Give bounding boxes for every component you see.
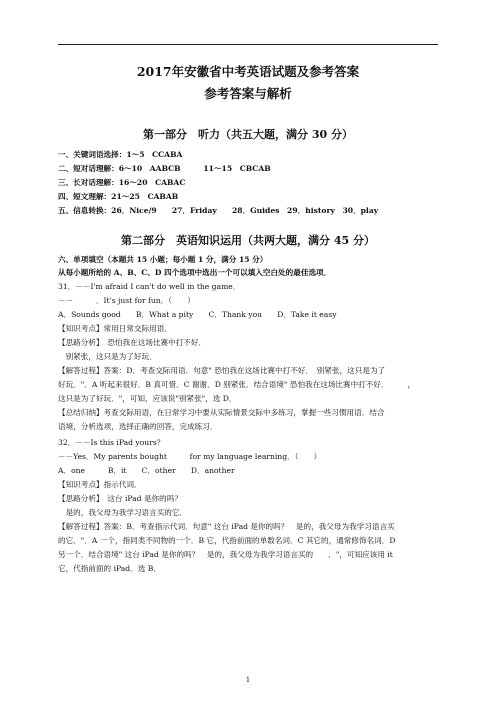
part1-line: 一、关键词语选择：1～5 CCABA (58, 150, 183, 159)
q31-line: 【思路分析】 恐怕我在这场比赛中打不好． (58, 338, 207, 347)
part1-title: 第一部分 听力（共五大题，满分 30 分） (143, 128, 353, 141)
part1-line: 四、短文理解：21～25 CABAB (58, 192, 179, 201)
q32-line: 它，代指前面的 iPad．选 B． (58, 564, 161, 573)
q31-line: 【知识考点】常用日常交际用语． (58, 324, 172, 333)
q32-line: 【解答过程】答案：B．考查指示代词．句意" 这台 iPad 是你的吗？ 是的，我父母为我学习语言买 (58, 522, 395, 531)
q32-line: 【知识考点】指示代词． (58, 480, 142, 489)
part2-title: 第二部分 英语知识运用（共两大题，满分 45 分） (121, 234, 375, 247)
q32-line: 是的，我父母为我学习语言买的它． (58, 508, 188, 517)
q32-line: A．one B．it C．other D．another (58, 466, 235, 475)
part2-heading: 六、单项填空（本题共 15 小题；每小题 1 分，满分 15 分） (58, 255, 268, 264)
q32-line: 32．－－Is this iPad yours？ (58, 438, 165, 447)
q31-line: 语境，分析选项，选择正确的回答，完成练习． (58, 422, 218, 431)
part1-line: 五、信息转换：26．Nice/9 27．Friday 28．Guides 29．history 30．play (58, 206, 379, 215)
document-title: 2017年安徽省中考英语试题及参考答案 (136, 64, 360, 79)
q31-line: 【解答过程】答案：D．考查交际用语．句意" 恐怕我在这场比赛中打不好． 别紧张，这只是为了 (58, 366, 386, 375)
header-rule (58, 44, 438, 45)
q31-line: －－ ．It's just for fun．（ ） (58, 296, 195, 305)
document-subtitle: 参考答案与解析 (204, 86, 292, 101)
q31-line: 31．－－I'm afraid I can't do well in the game． (58, 282, 241, 291)
q32-line: 的它．"．A 一个，指同类不同物的一个．B 它，代指前面的单数名词．C 其它的，通常修饰名词．D (58, 536, 396, 545)
q31-line: 别紧张，这只是为了好玩． (58, 352, 157, 361)
part1-line: 三、长对话理解：16～20 CABAC (58, 178, 186, 187)
part1-line: 二、短对话理解：6～10 AABCB 11～15 CBCAB (58, 164, 271, 173)
q32-line: 另一个．结合语境" 这台 iPad 是你的吗？ 是的，我父母为我学习语言买的 ．"，可知应该用 it (58, 550, 393, 559)
q31-line: 这只是为了好玩．"，可知，应该说"别紧张"，选 D． (58, 394, 237, 403)
q31-line: 【总结归纳】考查交际用语，在日常学习中要从实际情景交际中多练习，掌握一些习惯用语．结合 (58, 408, 385, 417)
q31-line: A．Sounds good B．What a pity C．Thank you D．Take it easy (58, 310, 337, 319)
page-number: 1 (245, 676, 251, 684)
q32-line: 【思路分析】 这台 iPad 是你的吗？ (58, 494, 182, 503)
q32-line: －－Yes．My parents bought for my language learning．（ ） (58, 452, 322, 461)
part2-instruction: 从每小题所给的 A、B、C、D 四个选项中选出一个可以填入空白处的最佳选项． (58, 268, 332, 277)
q31-line: 好玩．"．A 听起来很好．B 真可惜．C 谢谢．D 别紧张．结合语境" 恐怕我在这场比赛中打不好． ， (58, 380, 416, 389)
